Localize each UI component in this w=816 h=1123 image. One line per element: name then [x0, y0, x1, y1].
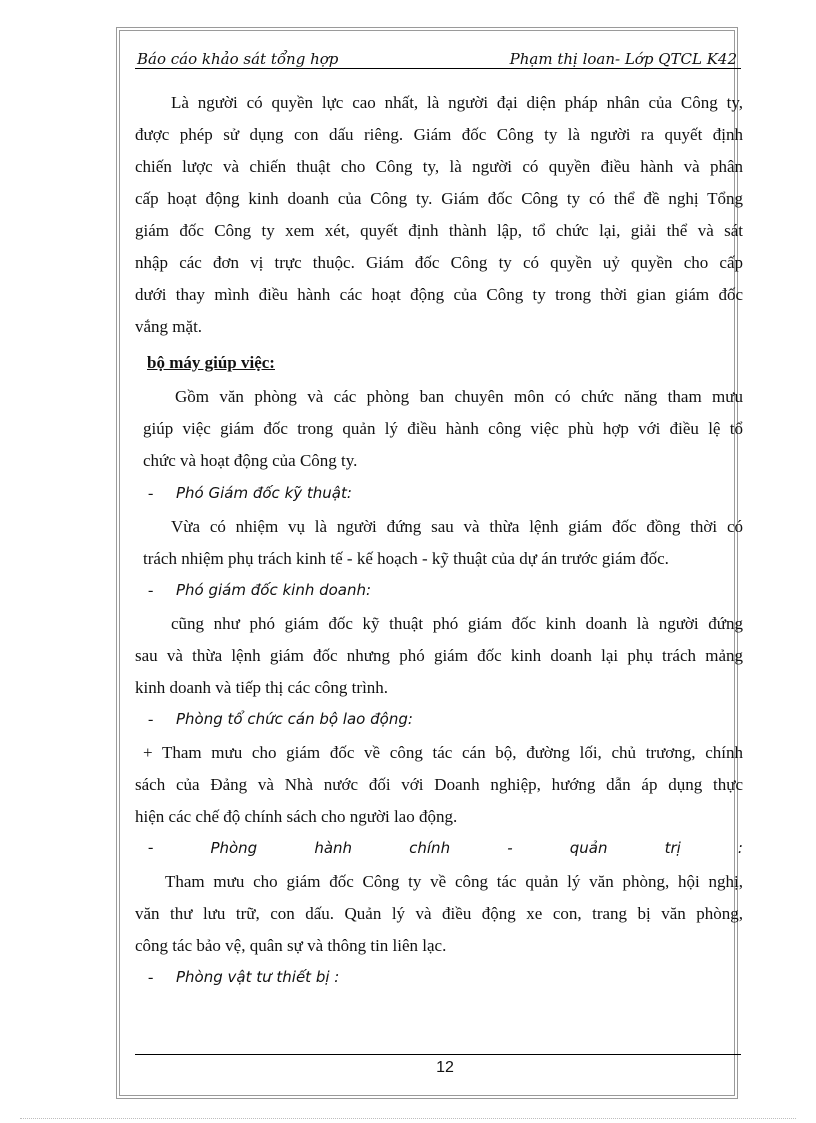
- paragraph-line: giám đốc Công ty xem xét, quyết định thành lập, tổ chức lại, giải thể và sát: [135, 221, 743, 240]
- list-dash: -: [148, 711, 154, 728]
- paragraph-line: chức và hoạt động của Công ty.: [143, 451, 358, 470]
- list-item-label-word: Phòng: [210, 839, 258, 857]
- list-item-label-word: :: [737, 839, 743, 857]
- paragraph-line: nhập các đơn vị trực thuộc. Giám đốc Công ty có quyền uỷ quyền cho cấp: [135, 253, 743, 272]
- paragraph-line: hiện các chế độ chính sách cho người lao động.: [135, 807, 458, 826]
- header-rule: [135, 68, 741, 69]
- list-item-heading: [148, 581, 743, 600]
- list-item-label-word: quản: [569, 839, 608, 857]
- paragraph-line: sau và thừa lệnh giám đốc nhưng phó giám đốc kinh doanh lại phụ trách mảng: [135, 646, 743, 665]
- list-item-heading: [148, 710, 743, 729]
- paragraph-line: Vừa có nhiệm vụ là người đứng sau và thừa lệnh giám đốc đồng thời có: [171, 517, 743, 536]
- paragraph-line: + Tham mưu cho giám đốc về công tác cán bộ, đường lối, chủ trương, chính: [143, 743, 743, 762]
- paragraph-line: kinh doanh và tiếp thị các công trình.: [135, 678, 389, 697]
- list-item-heading: [148, 968, 743, 987]
- paragraph-line: Gồm văn phòng và các phòng ban chuyên môn có chức năng tham mưu: [175, 387, 743, 406]
- paragraph-line: văn thư lưu trữ, con dấu. Quản lý và điều động xe con, trang bị văn phòng,: [135, 904, 743, 923]
- paragraph-line: chiến lược và chiến thuật cho Công ty, là người có quyền điều hành và phân: [135, 157, 743, 176]
- list-dash: -: [148, 485, 154, 502]
- list-item-heading: [148, 839, 743, 857]
- list-item-label-word: -: [507, 839, 513, 857]
- paragraph-line: sách của Đảng và Nhà nước đối với Doanh nghiệp, hướng dẫn áp dụng thực: [135, 775, 743, 794]
- paragraph-line: trách nhiệm phụ trách kinh tế - kế hoạch - kỹ thuật của dự án trước giám đốc.: [143, 549, 669, 568]
- page-bottom-dotted-line: [20, 1118, 796, 1119]
- paragraph-line: Tham mưu cho giám đốc Công ty về công tác quản lý văn phòng, hội nghị,: [165, 872, 743, 891]
- list-item-label-word: trị: [664, 839, 681, 857]
- paragraph-line: vắng mặt.: [135, 317, 203, 336]
- list-dash: -: [148, 582, 154, 599]
- section-heading: bộ máy giúp việc:: [147, 353, 275, 372]
- list-item-label: Phó Giám đốc kỹ thuật:: [176, 484, 352, 502]
- list-item-label: Phòng tổ chức cán bộ lao động:: [176, 710, 413, 728]
- list-dash: -: [148, 839, 154, 856]
- paragraph-line: giúp việc giám đốc trong quản lý điều hành công việc phù hợp với điều lệ tổ: [143, 419, 743, 438]
- paragraph-line: công tác bảo vệ, quân sự và thông tin liên lạc.: [135, 936, 447, 955]
- list-item-label-word: chính: [409, 839, 451, 857]
- paragraph-line: được phép sử dụng con dấu riêng. Giám đốc Công ty là người ra quyết định: [135, 125, 743, 144]
- header-author: Phạm thị loan- Lớp QTCL K42: [509, 50, 737, 68]
- paragraph-line: cấp hoạt động kinh doanh của Công ty. Giám đốc Công ty có thể đề nghị Tổng: [135, 189, 743, 208]
- paragraph-line: dưới thay mình điều hành các hoạt động của Công ty trong thời gian giám đốc: [135, 285, 743, 304]
- header-title: Báo cáo khảo sát tổng hợp: [137, 50, 339, 68]
- list-item-label-word: hành: [314, 839, 353, 857]
- footer-rule: [135, 1054, 741, 1055]
- paragraph-line: cũng như phó giám đốc kỹ thuật phó giám đốc kinh doanh là người đứng: [171, 614, 743, 633]
- page-header: [135, 50, 741, 70]
- list-item-label: Phó giám đốc kinh doanh:: [176, 581, 372, 599]
- list-dash: -: [148, 969, 154, 986]
- paragraph-line: Là người có quyền lực cao nhất, là người đại diện pháp nhân của Công ty,: [171, 93, 743, 112]
- list-item-label: Phòng vật tư thiết bị :: [176, 968, 340, 986]
- list-item-heading: [148, 484, 743, 503]
- page-number: 12: [436, 1059, 454, 1076]
